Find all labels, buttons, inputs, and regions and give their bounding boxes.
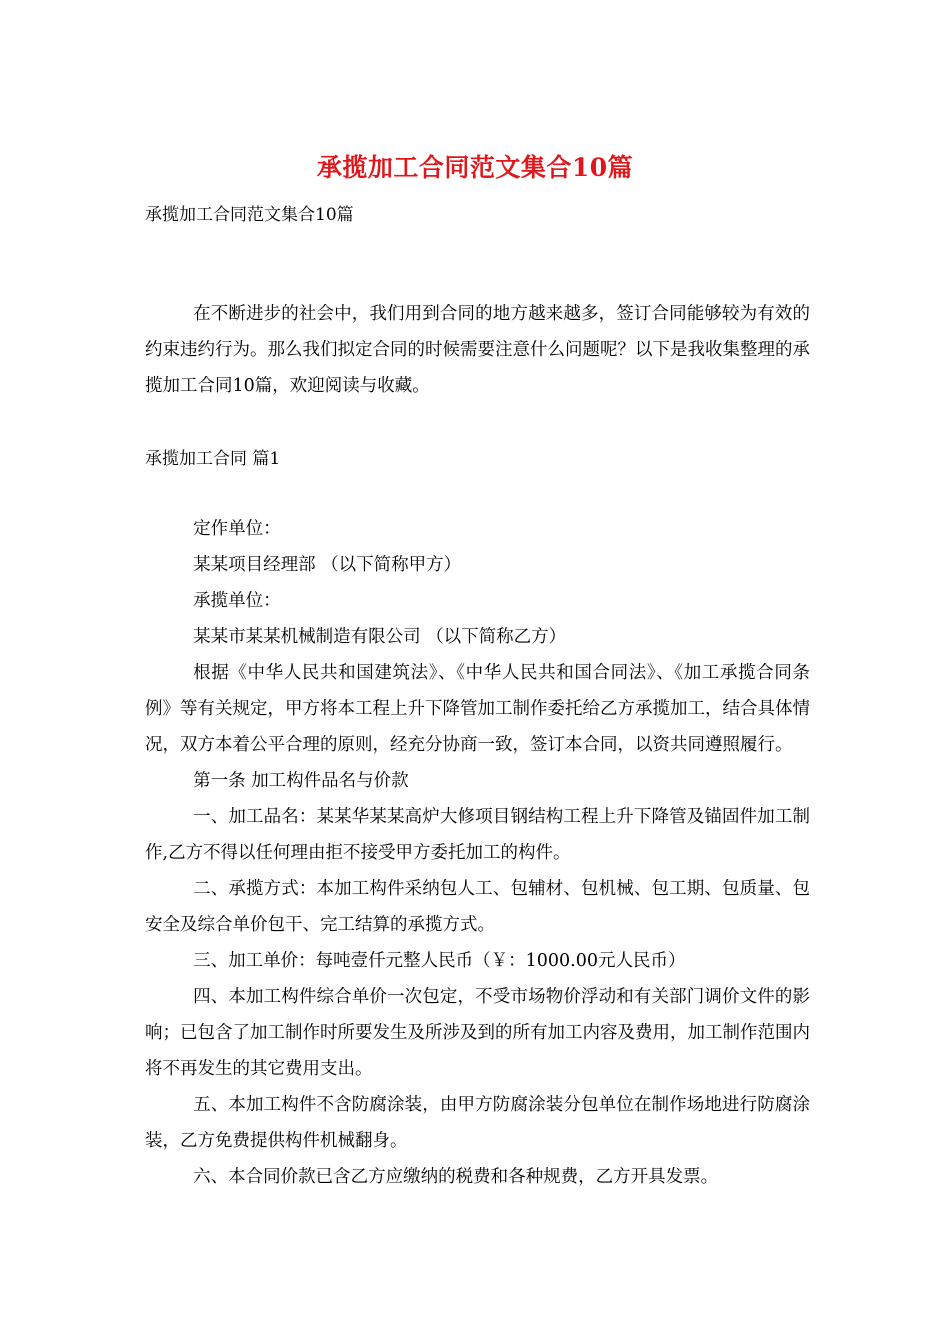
contract-item-1: 一、加工品名：某某华某某高炉大修项目钢结构工程上升下降管及锚固件加工制作,乙方不得以任何理由拒不接受甲方委托加工的构件。 <box>145 807 810 863</box>
contract-item-4: 四、本加工构件综合单价一次包定，不受市场物价浮动和有关部门调价文件的影响；已包含了加工制作时所要发生及所涉及到的所有加工内容及费用，加工制作范围内将不再发生的其它费用支出。 <box>145 987 810 1079</box>
intro-section <box>145 296 810 404</box>
article1-title: 第一条 加工构件品名与价款 <box>193 771 409 791</box>
document-title: 承揽加工合同范文集合10篇 <box>316 153 634 182</box>
contract-item-5: 五、本加工构件不含防腐涂装，由甲方防腐涂装分包单位在制作场地进行防腐涂装，乙方免费提供构件机械翻身。 <box>145 1095 810 1151</box>
contractor-label: 承揽单位： <box>193 591 281 611</box>
contract-preamble: 根据《中华人民共和国建筑法》、《中华人民共和国合同法》、《加工承揽合同条例》等有关规定，甲方将本工程上升下降管加工制作委托给乙方承揽加工，结合具体情况，双方本着公平合理的原则，经充分协商一致，签订本合同，以资共同遵照履行。 <box>145 663 810 755</box>
contract-item-3: 三、加工单价：每吨壹仟元整人民币（￥：1000.00元人民币） <box>193 951 686 971</box>
contract-item-2: 二、承揽方式：本加工构件采纳包人工、包辅材、包机械、包工期、包质量、包安全及综合单价包干、完工结算的承揽方式。 <box>145 879 810 935</box>
ordering-unit-name: 某某项目经理部 （以下简称甲方） <box>193 555 462 575</box>
section-heading: 承揽加工合同 篇1 <box>145 449 281 469</box>
ordering-unit-label: 定作单位： <box>193 519 281 539</box>
contract-item-6: 六、本合同价款已含乙方应缴纳的税费和各种规费，乙方开具发票。 <box>193 1167 719 1187</box>
document-subtitle: 承揽加工合同范文集合10篇 <box>145 205 354 225</box>
intro-paragraph: 在不断进步的社会中，我们用到合同的地方越来越多，签订合同能够较为有效的约束违约行为。那么我们拟定合同的时候需要注意什么问题呢？以下是我收集整理的承揽加工合同10篇，欢迎阅读与收藏。 <box>145 304 810 396</box>
contract-body <box>145 511 810 1195</box>
contractor-name: 某某市某某机械制造有限公司 （以下简称乙方） <box>193 627 567 647</box>
